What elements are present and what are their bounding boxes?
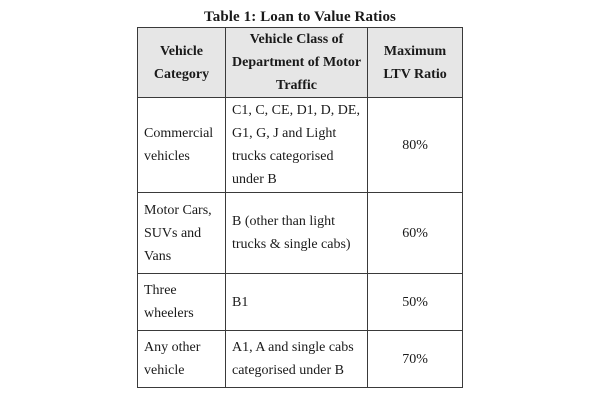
cell-vehicle-category (138, 193, 226, 274)
cell-text-line: vehicle (144, 363, 185, 378)
header-text-line: Category (153, 66, 210, 82)
cell-text-line: under B (232, 172, 277, 187)
cell-vehicle-category (138, 331, 226, 388)
cell-ltv-ratio: 50% (368, 274, 463, 331)
cell-text-line: categorised under B (232, 363, 344, 378)
loan-to-value-table (137, 27, 463, 388)
header-vehicle-class (226, 28, 368, 98)
table-row (138, 98, 463, 193)
cell-vehicle-class (226, 193, 368, 274)
cell-vehicle-class (226, 331, 368, 388)
cell-text-line: SUVs and (144, 225, 202, 241)
cell-text-line: vehicles (144, 149, 190, 164)
cell-ltv-ratio: 80% (368, 98, 463, 193)
table-row (138, 331, 463, 388)
cell-ltv-ratio: 60% (368, 193, 463, 274)
header-text-line: Vehicle (159, 43, 204, 59)
cell-ltv-ratio: 70% (368, 331, 463, 388)
cell-text-line: Any other (144, 340, 201, 355)
cell-text-line: Vans (144, 248, 172, 264)
header-text-line: Traffic (276, 78, 317, 93)
cell-text-line: B1 (232, 294, 249, 310)
cell-text-line: A1, A and single cabs (232, 340, 354, 355)
cell-text-line: trucks & single cabs) (232, 237, 351, 252)
cell-vehicle-category (138, 98, 226, 193)
cell-text-line: Three (144, 283, 177, 298)
header-text-line: Maximum (383, 43, 447, 59)
cell-vehicle-category (138, 274, 226, 331)
table-caption: Table 1: Loan to Value Ratios (204, 9, 396, 25)
header-text-line: Vehicle Class of (249, 32, 344, 47)
header-vehicle-category (138, 28, 226, 98)
table-row (138, 193, 463, 274)
header-text-line: LTV Ratio (383, 66, 447, 82)
cell-text-line: trucks categorised (232, 149, 334, 164)
table-header-row (138, 28, 463, 98)
header-max-ltv-ratio (368, 28, 463, 98)
cell-text-line: wheelers (144, 306, 194, 321)
cell-vehicle-class (226, 274, 368, 331)
cell-text-line: Commercial (144, 126, 214, 141)
cell-vehicle-class (226, 98, 368, 193)
table-row (138, 274, 463, 331)
header-text-line: Department of Motor (232, 55, 362, 70)
cell-text-line: C1, C, CE, D1, D, DE, (232, 103, 360, 118)
cell-text-line: Motor Cars, (144, 202, 212, 218)
cell-text-line: B (other than light (232, 214, 336, 229)
cell-text-line: G1, G, J and Light (232, 126, 337, 141)
